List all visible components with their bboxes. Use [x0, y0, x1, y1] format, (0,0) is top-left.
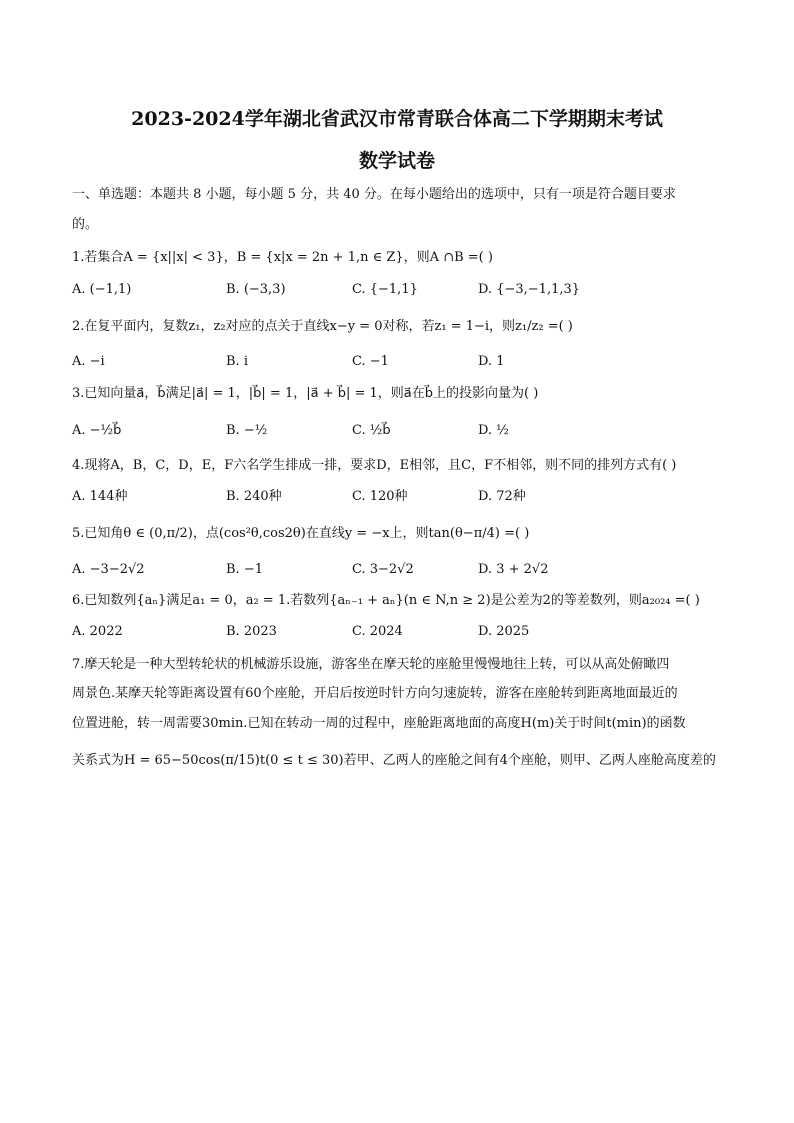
question-5-option-b: B. −1: [226, 562, 263, 577]
question-7-line-1: 7.摩天轮是一种大型转轮状的机械游乐设施，游客坐在摩天轮的座舱里慢慢地往上转，可以从高处俯瞰四: [72, 657, 670, 672]
section-intro-line-1: 一、单选题：本题共 8 小题，每小题 5 分，共 40 分。在每小题给出的选项中，只有一项是符合题目要求: [72, 187, 676, 202]
question-5-option-c: C. 3−2√2: [352, 562, 414, 577]
question-6-option-b: B. 2023: [226, 624, 277, 639]
question-6-option-d: D. 2025: [478, 624, 530, 639]
question-2-option-a: A. −i: [72, 354, 105, 369]
question-3-option-a: A. −½b⃗: [72, 423, 122, 438]
question-1-option-b: B. (−3,3): [226, 282, 286, 297]
section-intro-line-2: 的。: [72, 217, 99, 232]
question-4-option-c: C. 120种: [352, 489, 408, 504]
question-4-option-b: B. 240种: [226, 489, 282, 504]
question-3-option-b: B. −½: [226, 423, 268, 438]
question-3-option-d: D. ½: [478, 423, 509, 438]
question-2-option-b: B. i: [226, 354, 248, 369]
question-7-line-4: 关系式为H = 65−50cos(π/15)t(0 ≤ t ≤ 30)若甲、乙两人的座舱之间有4个座舱，则甲、乙两人座舱高度差的: [72, 753, 716, 768]
question-1-option-a: A. (−1,1): [72, 282, 132, 297]
question-5-stem: 5.已知角θ ∈ (0,π/2)，点(cos²θ,cos2θ)在直线y = −x上，则tan(θ−π/4) =( ): [72, 526, 530, 541]
question-5-option-d: D. 3 + 2√2: [478, 562, 549, 577]
question-5-option-a: A. −3−2√2: [72, 562, 145, 577]
question-2-stem: 2.在复平面内，复数z₁，z₂对应的点关于直线x−y = 0对称，若z₁ = 1−i，则z₁/z₂ =( ): [72, 319, 573, 334]
question-6-option-a: A. 2022: [72, 624, 123, 639]
question-2-option-c: C. −1: [352, 354, 389, 369]
question-7-line-2: 周景色.某摩天轮等距离设置有60个座舱，开启后按逆时针方向匀速旋转，游客在座舱转到距离地面最近的: [72, 686, 678, 701]
question-1-option-d: D. {−3,−1,1,3}: [478, 282, 581, 297]
question-1-option-c: C. {−1,1}: [352, 282, 418, 297]
question-4-option-d: D. 72种: [478, 489, 526, 504]
question-6-stem: 6.已知数列{aₙ}满足a₁ = 0，a₂ = 1.若数列{aₙ₋₁ + aₙ}(n ∈ N,n ≥ 2)是公差为2的等差数列，则a₂₀₂₄ =( ): [72, 593, 700, 608]
question-3-option-c: C. ½b⃗: [352, 423, 391, 438]
question-2-option-d: D. 1: [478, 354, 505, 369]
question-4-stem: 4.现将A，B，C，D，E，F六名学生排成一排，要求D，E相邻，且C，F不相邻，则不同的排列方式有( ): [72, 458, 677, 473]
question-4-option-a: A. 144种: [72, 489, 128, 504]
exam-title: 2023-2024学年湖北省武汉市常青联合体高二下学期期末考试: [131, 108, 663, 130]
question-7-line-3: 位置进舱，转一周需要30min.已知在转动一周的过程中，座舱距离地面的高度H(m)关于时间t(min)的函数: [72, 716, 686, 731]
exam-subtitle: 数学试卷: [358, 150, 435, 172]
question-6-option-c: C. 2024: [352, 624, 403, 639]
question-1-stem: 1.若集合A = {x||x| < 3}，B = {x|x = 2n + 1,n ∈ Z}，则A ∩B =( ): [72, 250, 493, 265]
question-3-stem: 3.已知向量a⃗，b⃗满足|a⃗| = 1，|b⃗| = 1，|a⃗ + b⃗| = 1，则a⃗在b⃗上的投影向量为( ): [72, 386, 539, 401]
